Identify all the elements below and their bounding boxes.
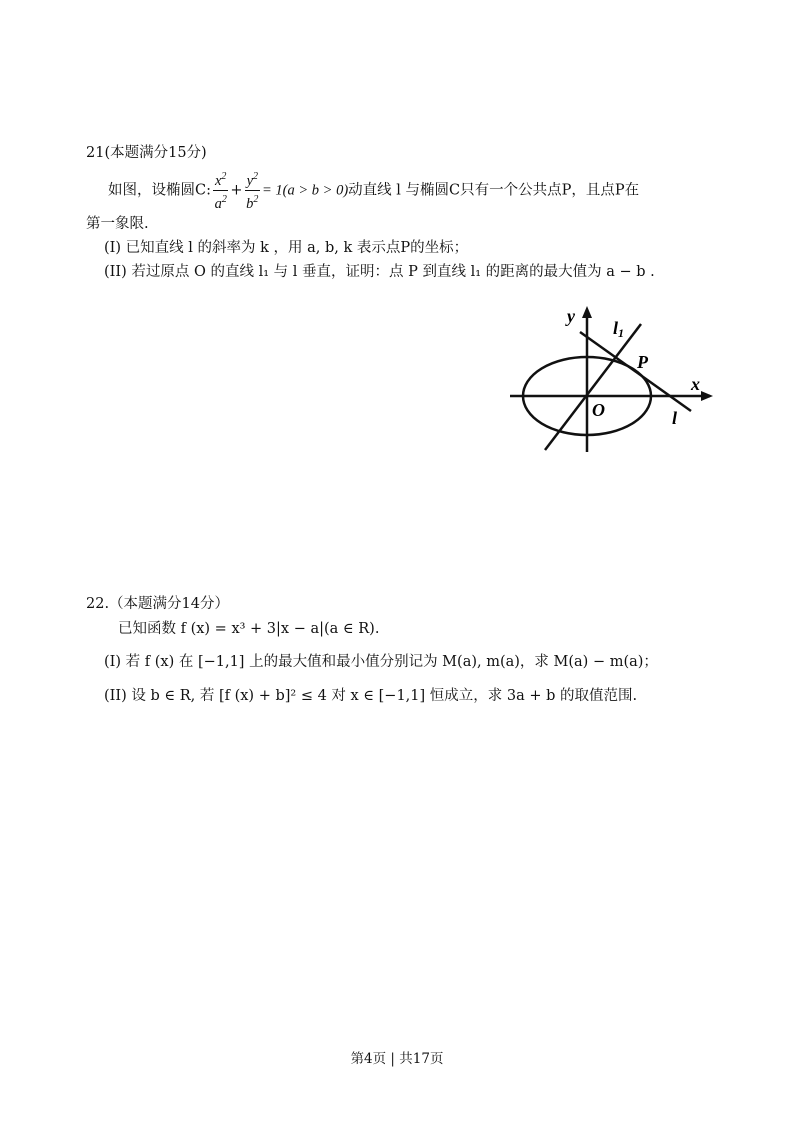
q21-intro-suffix: 动直线 l 与椭圆C只有一个公共点P，且点P在 <box>348 182 640 199</box>
q21-intro-prefix: 如图，设椭圆C: <box>108 182 211 199</box>
label-o: O <box>592 400 605 420</box>
x-axis-arrow <box>701 391 713 401</box>
q21-frac-y: $\frac{y^2}{b^2}$ <box>245 168 260 213</box>
label-l: l <box>672 408 678 428</box>
q21-part2: (II) 若过原点 O 的直线 l₁ 与 l 垂直，证明：点 P 到直线 l₁ 的距离的最大值为 a − b . <box>104 264 655 280</box>
y-axis-arrow <box>582 306 592 318</box>
q21-part1: (I) 已知直线 l 的斜率为 k ，用 a, b, k 表示点P的坐标； <box>104 240 469 256</box>
q22-part2: (II) 设 b ∈ R, 若 [f (x) + b]² ≤ 4 对 x ∈ [−1,1] 恒成立，求 3a + b 的取值范围. <box>104 688 638 704</box>
q21-intro-cont: 第一象限. <box>86 216 149 232</box>
q22-part1: (I) 若 f (x) 在 [−1,1] 上的最大值和最小值分别记为 M(a), m(a)，求 M(a) − m(a)； <box>104 654 658 670</box>
q22-intro: 已知函数 f (x) = x³ + 3|x − a|(a ∈ R). <box>118 621 380 637</box>
label-p: P <box>637 352 648 372</box>
label-y: y <box>567 306 575 326</box>
q21-frac-x: $\frac{x^2}{a^2}$ <box>213 168 228 213</box>
label-l1: l1 <box>613 318 625 340</box>
line-l1 <box>545 324 641 450</box>
q21-eq-rhs: = 1(a > b > 0) <box>262 182 349 199</box>
ellipse-figure <box>505 300 720 460</box>
q21-intro: 如图，设椭圆C: $\frac{x^2}{a^2}$ + $\frac{y^2}{b^2}$ = 1(a > b > 0)动直线 l 与椭圆C只有一个公共点P，且点P在 <box>108 168 639 213</box>
q22-header: 22.（本题满分14分） <box>86 596 230 612</box>
page-footer: 第4页 | 共17页 <box>350 1051 444 1067</box>
label-x: x <box>691 374 700 394</box>
q21-header: 21(本题满分15分) <box>86 145 207 161</box>
